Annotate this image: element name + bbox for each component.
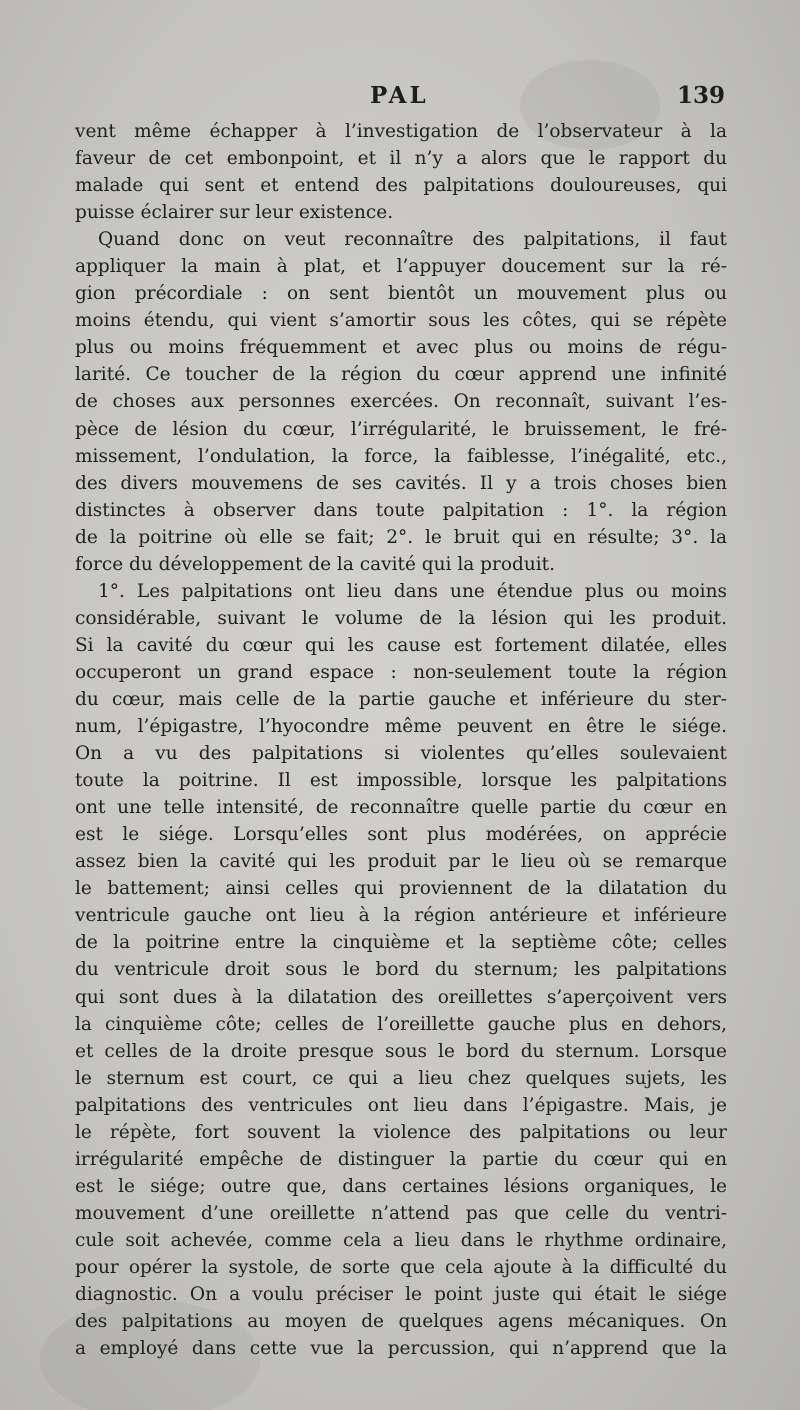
text-line: plus ou moins fréquemment et avec plus ou moins de régu- (75, 337, 727, 359)
text-line: le battement; ainsi celles qui proviennent de la dilatation du (75, 878, 727, 900)
text-line: 1°. Les palpitations ont lieu dans une étendue plus ou moins (98, 580, 727, 602)
text-line: du ventricule droit sous le bord du sternum; les palpitations (75, 959, 727, 981)
text-line: distinctes à observer dans toute palpitation : 1°. la région (75, 499, 727, 521)
text-line: est le siége. Lorsqu’elles sont plus modérées, on apprécie (75, 824, 727, 846)
text-line: des palpitations au moyen de quelques agens mécaniques. On (75, 1311, 727, 1333)
text-line: Quand donc on veut reconnaître des palpitations, il faut (98, 229, 727, 251)
text-line: du cœur, mais celle de la partie gauche et inférieure du ster- (75, 688, 727, 710)
text-line: cule soit achevée, comme cela a lieu dans le rhythme ordinaire, (75, 1229, 727, 1251)
page-number: 139 (676, 82, 725, 109)
text-line: qui sont dues à la dilatation des oreillettes s’aperçoivent vers (75, 986, 727, 1008)
text-line: vent même échapper à l’investigation de l’observateur à la (75, 121, 727, 142)
text-line: mouvement d’une oreillette n’attend pas que celle du ventri- (75, 1202, 727, 1224)
text-line: ventricule gauche ont lieu à la région antérieure et inférieure (75, 905, 727, 927)
text-line: de choses aux personnes exercées. On reconnaît, suivant l’es- (75, 391, 727, 413)
text-line: toute la poitrine. Il est impossible, lorsque les palpitations (75, 770, 727, 792)
page-header-title: PAL (370, 82, 429, 109)
text-line: faveur de cet embonpoint, et il n’y a alors que le rapport du (75, 148, 727, 170)
text-line: et celles de la droite presque sous le bord du sternum. Lorsque (75, 1040, 727, 1062)
text-body (75, 118, 727, 1362)
text-line: puisse éclairer sur leur existence. (75, 202, 394, 224)
text-line: On a vu des palpitations si violentes qu’elles soulevaient (75, 743, 727, 765)
text-line: de la poitrine entre la cinquième et la septième côte; celles (75, 932, 727, 954)
text-line: la cinquième côte; celles de l’oreillette gauche plus en dehors, (75, 1013, 727, 1035)
running-head (75, 82, 725, 114)
text-line: larité. Ce toucher de la région du cœur apprend une infinité (75, 364, 727, 386)
text-line: force du développement de la cavité qui la produit. (75, 553, 555, 575)
text-line: assez bien la cavité qui les produit par le lieu où se remarque (75, 851, 727, 873)
text-line: Si la cavité du cœur qui les cause est fortement dilatée, elles (75, 634, 727, 656)
text-line: a employé dans cette vue la percussion, qui n’apprend que la (75, 1338, 727, 1360)
text-line: malade qui sent et entend des palpitations douloureuses, qui (75, 175, 727, 197)
text-line: occuperont un grand espace : non-seulement toute la région (75, 661, 727, 683)
text-line: appliquer la main à plat, et l’appuyer doucement sur la ré- (75, 256, 727, 278)
text-line: pèce de lésion du cœur, l’irrégularité, le bruissement, le fré- (75, 418, 727, 440)
text-line: pour opérer la systole, de sorte que cela ajoute à la difficulté du (75, 1256, 727, 1278)
text-line: num, l’épigastre, l’hyocondre même peuvent en être le siége. (75, 716, 727, 738)
text-line: le répète, fort souvent la violence des palpitations ou leur (75, 1121, 727, 1143)
text-line: palpitations des ventricules ont lieu dans l’épigastre. Mais, je (75, 1094, 727, 1116)
text-line: diagnostic. On a voulu préciser le point juste qui était le siége (75, 1284, 727, 1306)
text-line: considérable, suivant le volume de la lésion qui les produit. (75, 607, 727, 629)
text-line: ont une telle intensité, de reconnaître quelle partie du cœur en (75, 797, 727, 819)
text-line: moins étendu, qui vient s’amortir sous les côtes, qui se répète (75, 310, 727, 332)
text-line: des divers mouvemens de ses cavités. Il y a trois choses bien (75, 472, 727, 494)
text-line: de la poitrine où elle se fait; 2°. le bruit qui en résulte; 3°. la (75, 526, 727, 548)
text-line: irrégularité empêche de distinguer la partie du cœur qui en (75, 1148, 727, 1170)
text-line: est le siége; outre que, dans certaines lésions organiques, le (75, 1175, 727, 1197)
text-line: le sternum est court, ce qui a lieu chez quelques sujets, les (75, 1067, 727, 1089)
text-line: missement, l’ondulation, la force, la faiblesse, l’inégalité, etc., (75, 445, 727, 467)
text-line: gion précordiale : on sent bientôt un mouvement plus ou (75, 283, 727, 305)
